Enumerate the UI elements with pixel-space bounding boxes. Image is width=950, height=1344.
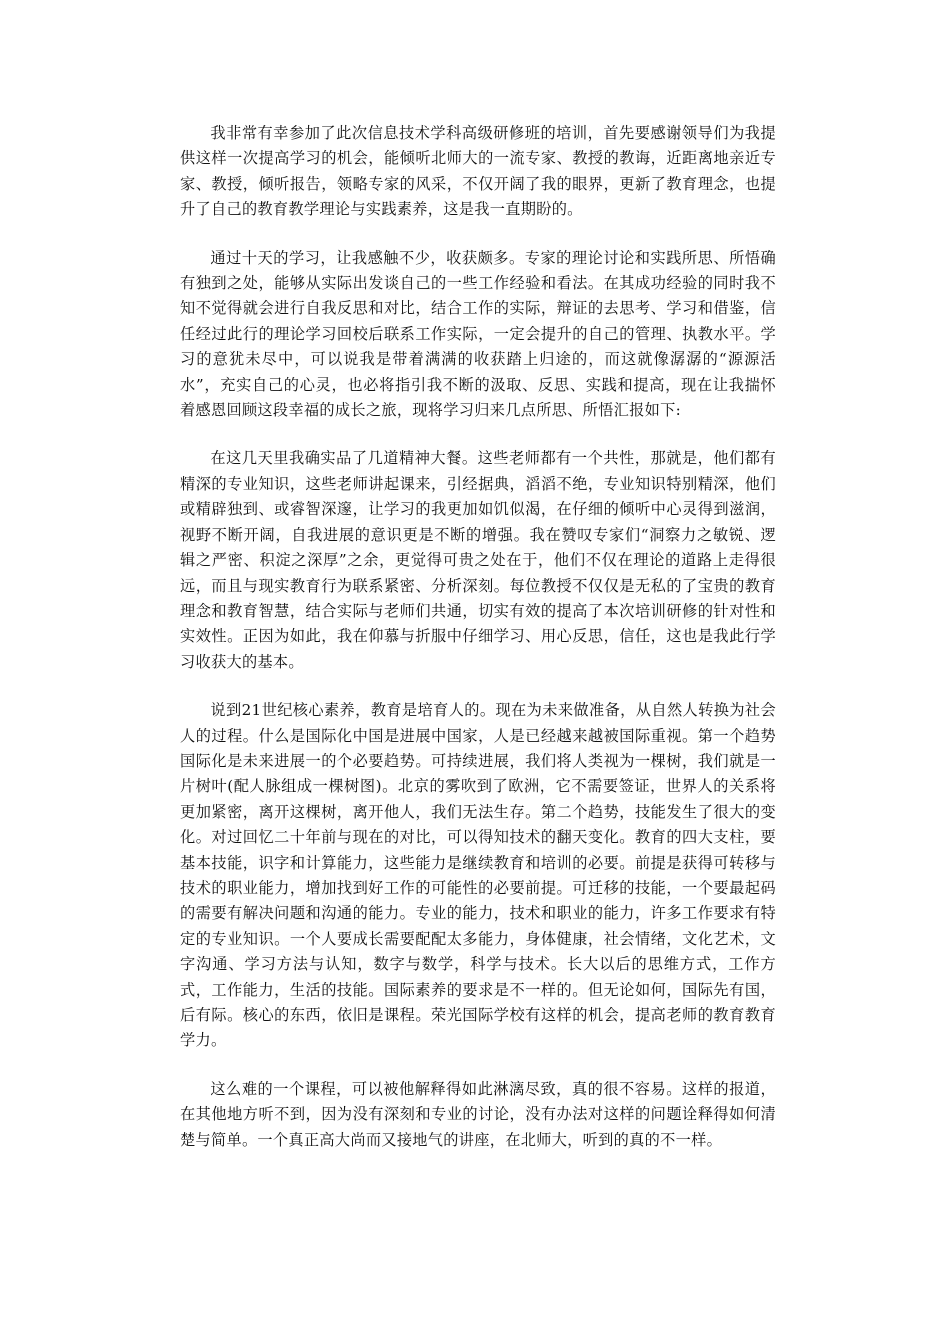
paragraph-1: 我非常有幸参加了此次信息技术学科高级研修班的培训，首先要感谢领导们为我提供这样一次提高学习的机会，能倾听北师大的一流专家、教授的教诲，近距离地亲近专家、教授，倾听报告，领略专家的风采，不仅开阔了我的眼界，更新了教育理念，也提升了自己的教育教学理论与实践素养，这是我一直期盼的。	[180, 124, 776, 219]
paragraph-4: 说到21世纪核心素养，教育是培育人的。现在为未来做准备，从自然人转换为社会人的过程。什么是国际化中国是进展中国家，人是已经越来越被国际重视。第一个趋势国际化是未来进展一的个必要趋势。可持续进展，我们将人类视为一棵树，我们就是一片树叶(配人脉组成一棵树图)。北京的雾吹到了欧洲，它不需要签证，世界人的关系将更加紧密，离开这棵树，离开他人，我们无法生存。第二个趋势，技能发生了很大的变化。对过回忆二十年前与现在的对比，可以得知技术的翻天变化。教育的四大支柱，要基本技能，识字和计算能力，这些能力是继续教育和培训的必要。前提是获得可转移与技术的职业能力，增加找到好工作的可能性的必要前提。可迁移的技能，一个要最起码的需要有解决问题和沟通的能力。专业的能力，技术和职业的能力，许多工作要求有特定的专业知识。一个人要成长需要配配太多能力，身体健康，社会情绪，文化艺术，文字沟通、学习方法与认知，数字与数学，科学与技术。长大以后的思维方式，工作方式，工作能力，生活的技能。国际素养的要求是不一样的。但无论如何，国际先有国，后有际。核心的东西，依旧是课程。荣光国际学校有这样的机会，提高老师的教育教育学力。	[180, 701, 776, 1050]
paragraph-5: 这么难的一个课程，可以被他解释得如此淋漓尽致，真的很不容易。这样的报道，在其他地方听不到，因为没有深刻和专业的讨论，没有办法对这样的问题诠释得如何清楚与简单。一个真正高大尚而又接地气的讲座，在北师大，听到的真的不一样。	[180, 1079, 776, 1149]
document-body	[180, 121, 776, 1176]
paragraph-2: 通过十天的学习，让我感触不少，收获颇多。专家的理论讨论和实践所思、所悟确有独到之处，能够从实际出发谈自己的一些工作经验和看法。在其成功经验的同时我不知不觉得就会进行自我反思和对比，结合工作的实际，辩证的去思考、学习和借鉴，信任经过此行的理论学习回校后联系工作实际，一定会提升的自己的管理、执教水平。学习的意犹未尽中，可以说我是带着满满的收获踏上归途的，而这就像潺潺的“源源活水”，充实自己的心灵，也必将指引我不断的汲取、反思、实践和提高，现在让我揣怀着感恩回顾这段幸福的成长之旅，现将学习归来几点所思、所悟汇报如下:	[180, 248, 776, 420]
paragraph-3: 在这几天里我确实品了几道精神大餐。这些老师都有一个共性，那就是，他们都有精深的专业知识，这些老师讲起课来，引经据典，滔滔不绝，专业知识特别精深，他们或精辟独到、或睿智深邃，让学习的我更加如饥似渴，在仔细的倾听中心灵得到滋润，视野不断开阔，自我进展的意识更是不断的增强。我在赞叹专家们“洞察力之敏锐、逻辑之严密、积淀之深厚”之余，更觉得可贵之处在于，他们不仅在理论的道路上走得很远，而且与现实教育行为联系紧密、分析深刻。每位教授不仅仅是无私的了宝贵的教育理念和教育智慧，结合实际与老师们共通，切实有效的提高了本次培训研修的针对性和实效性。正因为如此，我在仰慕与折服中仔细学习、用心反思，信任，这也是我此行学习收获大的基本。	[180, 449, 776, 671]
